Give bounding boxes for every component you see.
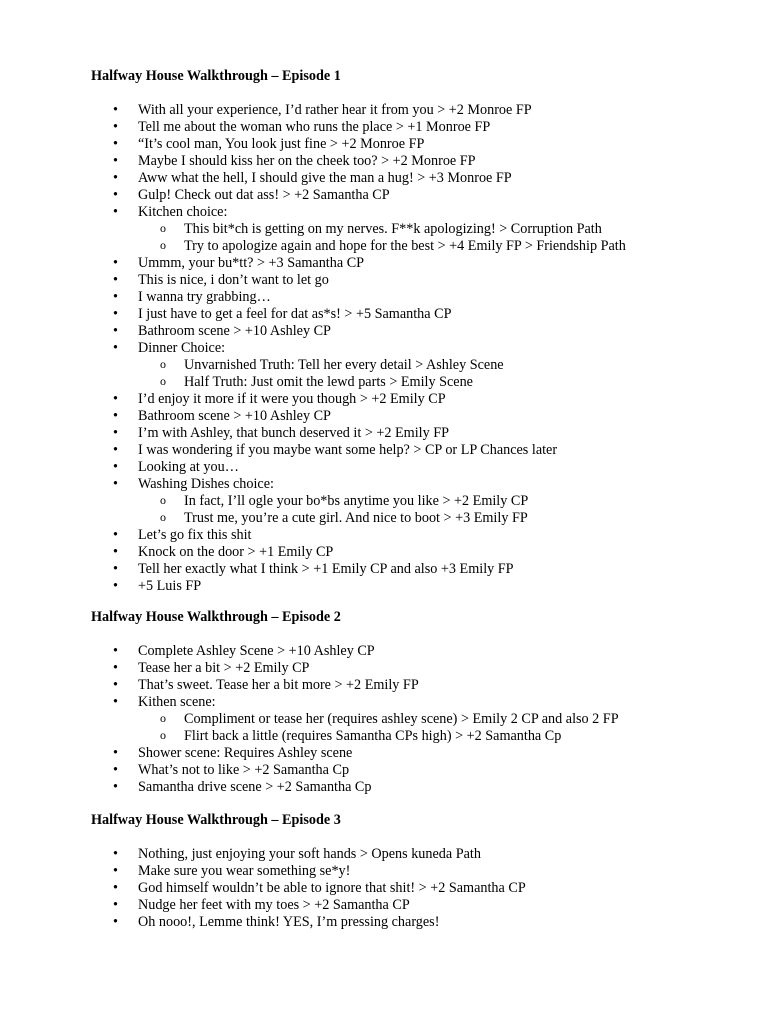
list-item-text: Make sure you wear something se*y! [138, 863, 351, 879]
sub-list-item: o In fact, I’ll ogle your bo*bs anytime you like > +2 Emily CP [91, 493, 748, 510]
list-item [91, 136, 748, 153]
list-item-text: “It’s cool man, You look just fine > +2 Monroe FP [138, 136, 425, 152]
list-item-text: Kitchen choice: [138, 204, 228, 220]
list-item [91, 170, 748, 187]
list-item [91, 153, 748, 170]
list-item-text: Shower scene: Requires Ashley scene [138, 745, 353, 761]
list-item-text: Kithen scene: [138, 694, 216, 710]
list-item-text: I was wondering if you maybe want some help? > CP or LP Chances later [138, 442, 558, 458]
list-item [91, 897, 748, 914]
list-item-text: Let’s go fix this shit [138, 527, 252, 543]
list-item-text: Ummm, your bu*tt? > +3 Samantha CP [138, 255, 365, 271]
list-item-text: Maybe I should kiss her on the cheek too? > +2 Monroe FP [138, 153, 476, 169]
sub-list [138, 493, 748, 527]
list-item-text: That’s sweet. Tease her a bit more > +2 Emily FP [138, 677, 419, 693]
sub-list-item: o Unvarnished Truth: Tell her every detail > Ashley Scene [91, 357, 748, 374]
list-item [91, 459, 748, 476]
episode-1-heading: Halfway House Walkthrough – Episode 1 [91, 68, 341, 84]
list-item [91, 119, 748, 136]
list-item [91, 578, 748, 595]
list-item [91, 425, 748, 442]
list-item [91, 340, 748, 391]
list-item [91, 323, 748, 340]
sub-list-item: o This bit*ch is getting on my nerves. F**k apologizing! > Corruption Path [91, 221, 748, 238]
list-item [91, 255, 748, 272]
list-item [91, 660, 748, 677]
list-item [91, 544, 748, 561]
list-item-text: Bathroom scene > +10 Ashley CP [138, 408, 331, 424]
list-item-text: I wanna try grabbing… [138, 289, 271, 305]
list-item-text: With all your experience, I’d rather hear it from you > +2 Monroe FP [138, 102, 532, 118]
sub-list [138, 711, 748, 745]
list-item-text: I’d enjoy it more if it were you though > +2 Emily CP [138, 391, 446, 407]
list-item [91, 880, 748, 897]
list-item [91, 442, 748, 459]
list-item-text: Looking at you… [138, 459, 239, 475]
list-item-text: This is nice, i don’t want to let go [138, 272, 329, 288]
list-item [91, 863, 748, 880]
list-item [91, 561, 748, 578]
list-item-text: I just have to get a feel for dat as*s! > +5 Samantha CP [138, 306, 452, 322]
list-item [91, 846, 748, 863]
episode-1-section [91, 68, 748, 594]
list-item [91, 289, 748, 306]
list-item-text: Tell her exactly what I think > +1 Emily CP and also +3 Emily FP [138, 561, 514, 577]
list-item [91, 102, 748, 119]
list-item-text: Complete Ashley Scene > +10 Ashley CP [138, 643, 375, 659]
list-item-text: Tease her a bit > +2 Emily CP [138, 660, 310, 676]
episode-2-list [91, 643, 748, 796]
list-item [91, 914, 748, 931]
list-item-text: What’s not to like > +2 Samantha Cp [138, 762, 350, 778]
list-item [91, 306, 748, 323]
list-item [91, 527, 748, 544]
list-item-text: Nothing, just enjoying your soft hands > Opens kuneda Path [138, 846, 481, 862]
list-item [91, 694, 748, 745]
episode-3-heading: Halfway House Walkthrough – Episode 3 [91, 812, 341, 828]
sub-list [138, 357, 748, 391]
list-item-text: I’m with Ashley, that bunch deserved it > +2 Emily FP [138, 425, 450, 441]
sub-list-item: o Try to apologize again and hope for the best > +4 Emily FP > Friendship Path [91, 238, 748, 255]
list-item-text: Aww what the hell, I should give the man a hug! > +3 Monroe FP [138, 170, 512, 186]
sub-list-item: o Half Truth: Just omit the lewd parts > Emily Scene [91, 374, 748, 391]
sub-list-item: o Compliment or tease her (requires ashley scene) > Emily 2 CP and also 2 FP [91, 711, 748, 728]
episode-3-section [91, 812, 748, 930]
list-item-text: Samantha drive scene > +2 Samantha Cp [138, 779, 372, 795]
sub-list [138, 221, 748, 255]
list-item [91, 677, 748, 694]
list-item-text: Washing Dishes choice: [138, 476, 274, 492]
list-item-text: Nudge her feet with my toes > +2 Samantha CP [138, 897, 410, 913]
list-item-text: +5 Luis FP [138, 578, 202, 594]
sub-list-item: o Flirt back a little (requires Samantha CPs high) > +2 Samantha Cp [91, 728, 748, 745]
list-item-text: Tell me about the woman who runs the place > +1 Monroe FP [138, 119, 491, 135]
list-item [91, 643, 748, 660]
list-item [91, 408, 748, 425]
list-item [91, 745, 748, 762]
episode-2-heading: Halfway House Walkthrough – Episode 2 [91, 609, 341, 625]
list-item [91, 187, 748, 204]
list-item [91, 272, 748, 289]
list-item [91, 779, 748, 796]
list-item [91, 762, 748, 779]
episode-3-list [91, 846, 748, 931]
list-item-text: Gulp! Check out dat ass! > +2 Samantha CP [138, 187, 390, 203]
episode-2-section [91, 609, 748, 795]
list-item [91, 391, 748, 408]
list-item [91, 476, 748, 527]
list-item-text: Knock on the door > +1 Emily CP [138, 544, 334, 560]
sub-list-item: o Trust me, you’re a cute girl. And nice to boot > +3 Emily FP [91, 510, 748, 527]
list-item-text: Oh nooo!, Lemme think! YES, I’m pressing charges! [138, 914, 440, 930]
list-item [91, 204, 748, 255]
list-item-text: Dinner Choice: [138, 340, 226, 356]
list-item-text: God himself wouldn’t be able to ignore that shit! > +2 Samantha CP [138, 880, 526, 896]
list-item-text: Bathroom scene > +10 Ashley CP [138, 323, 331, 339]
episode-1-list [91, 102, 748, 595]
